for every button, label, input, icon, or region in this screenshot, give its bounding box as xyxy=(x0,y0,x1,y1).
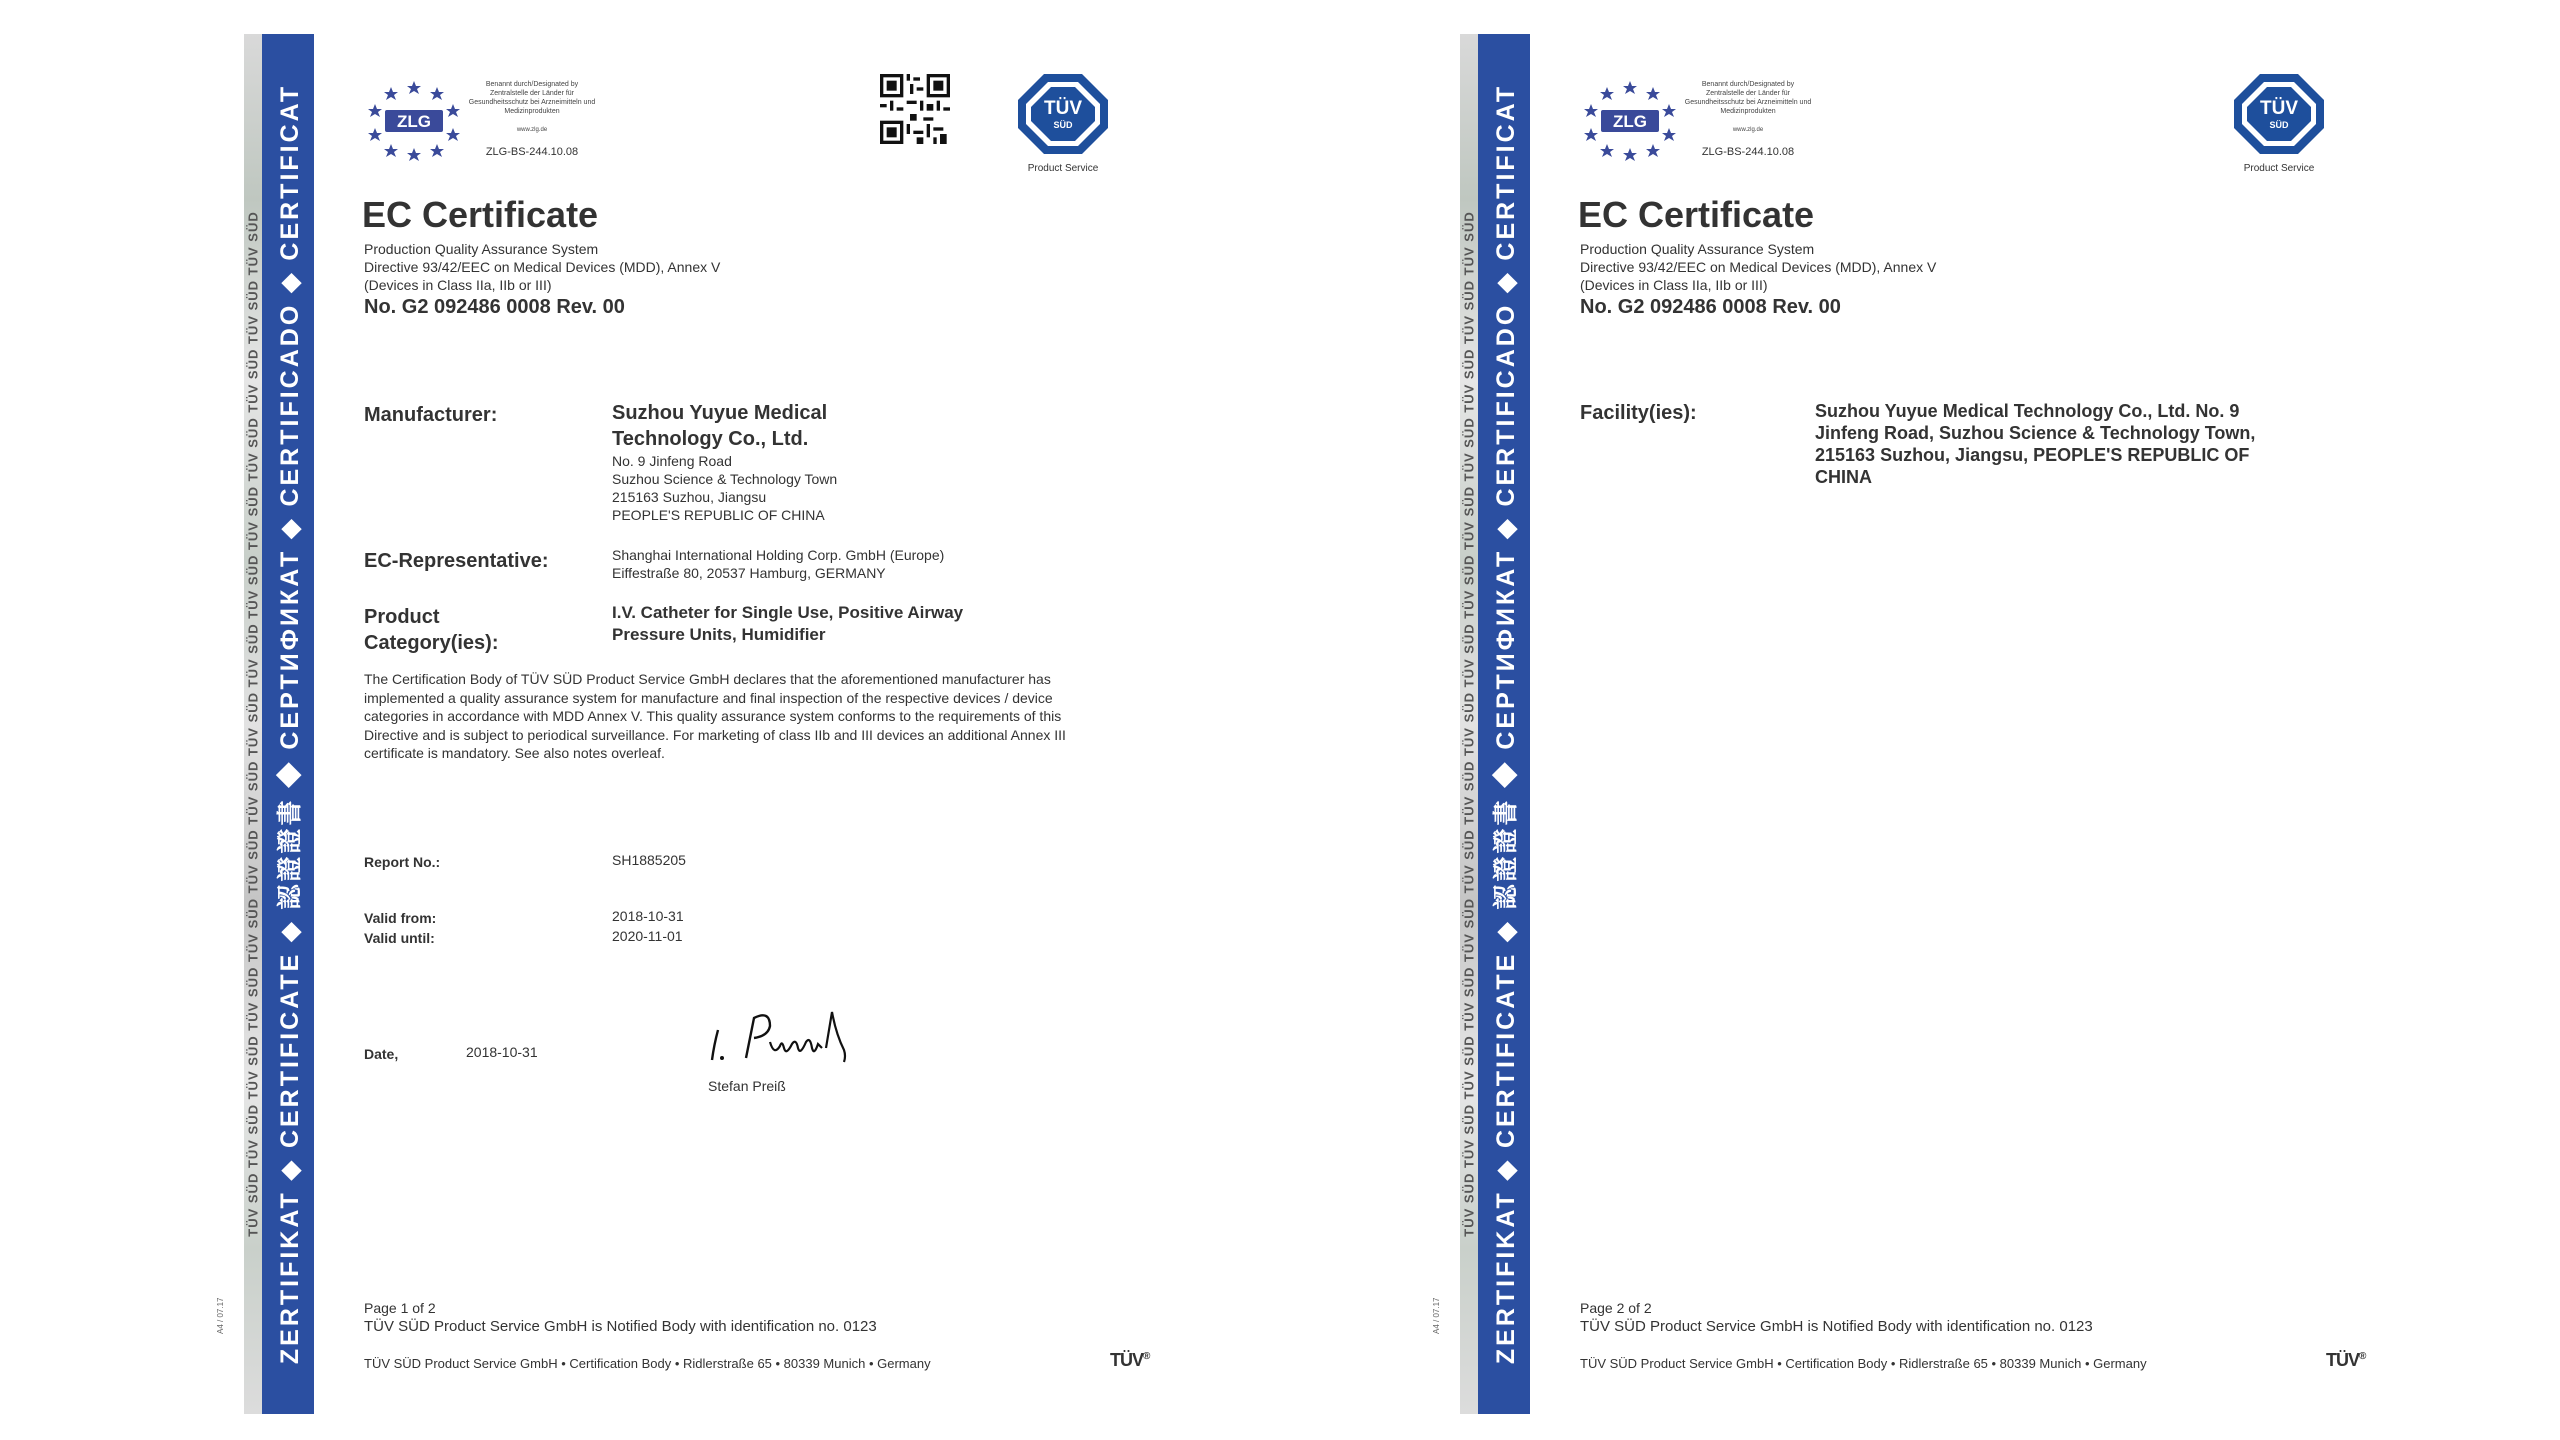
zlg-logo-block xyxy=(359,78,609,162)
certificate-band xyxy=(1478,34,1530,1414)
address-line-2: Suzhou Science & Technology Town xyxy=(612,471,838,487)
product-line-2: Pressure Units, Humidifier xyxy=(612,625,826,644)
zlg-code: ZLG-BS-244.10.08 xyxy=(485,146,579,158)
certificate-number: No. G2 092486 0008 Rev. 00 xyxy=(364,296,625,318)
tuv-logo-sub: SÜD xyxy=(2269,120,2289,130)
manufacturer-name-2: Technology Co., Ltd. xyxy=(612,428,809,450)
tuv-logo-text: TÜV xyxy=(1044,98,1082,119)
manufacturer-name-1: Suzhou Yuyue Medical xyxy=(612,402,828,424)
zlg-designation: Benannt durch/Designated by Zentralstelle der Länder für Gesundheitsschutz bei Arzneimitteln und Medizinprodukten xyxy=(1684,81,1812,115)
zlg-logo-icon xyxy=(1575,78,1685,162)
tuv-mark-text: TÜV xyxy=(1110,1350,1143,1370)
tuv-product-service: Product Service xyxy=(2243,163,2315,174)
tuv-logo-block xyxy=(1016,72,1110,172)
zlg-designation: Benannt durch/Designated by Zentralstelle der Länder für Gesundheitsschutz bei Arzneimitteln und Medizinprodukten xyxy=(468,81,596,115)
certificate-title: EC Certificate xyxy=(362,194,599,235)
certificate-title: EC Certificate xyxy=(1578,194,1815,235)
address-line-1: No. 9 Jinfeng Road xyxy=(612,453,732,469)
certificate-number: No. G2 092486 0008 Rev. 00 xyxy=(1580,296,1841,318)
report-number-label: Report No.: xyxy=(364,854,441,870)
band-text: ZERTIFIKAT ◆ CERTIFICATE ◆ 認證證書 ◆ СЕРТИФИКАТ ◆ CERTIFICADO ◆ CERTIFICAT xyxy=(276,83,304,1365)
zlg-logo-text: ZLG xyxy=(397,112,431,131)
zlg-url: www.zlg.de xyxy=(516,127,548,133)
certificate-subtitle xyxy=(1580,240,1936,294)
tuv-logo-block xyxy=(2232,72,2326,172)
valid-until-label: Valid until: xyxy=(364,930,435,946)
product-category-label xyxy=(364,604,498,656)
zlg-logo-icon xyxy=(359,78,469,162)
form-code: A4 / 07.17 xyxy=(216,1297,225,1334)
subtitle-line-1: Production Quality Assurance System xyxy=(364,241,599,257)
product-label-line-2: Category(ies): xyxy=(364,632,499,654)
hologram-text: TÜV SÜD TÜV SÜD TÜV SÜD TÜV SÜD TÜV SÜD TÜV SÜD TÜV SÜD TÜV SÜD TÜV SÜD TÜV SÜD TÜV SÜD TÜV SÜD TÜV SÜD TÜV SÜD TÜV SÜD xyxy=(1461,211,1477,1237)
product-label-line-1: Product xyxy=(364,606,440,628)
footer-address: TÜV SÜD Product Service GmbH • Certification Body • Ridlerstraße 65 • 80339 Munich • Germany xyxy=(364,1356,931,1371)
page-number: Page 2 of 2 xyxy=(1580,1300,1652,1316)
tuv-wordmark xyxy=(2326,1350,2365,1371)
signer-name: Stefan Preiß xyxy=(708,1078,786,1094)
tuv-mark-text: TÜV xyxy=(2326,1350,2359,1370)
facility-label: Facility(ies): xyxy=(1580,402,1697,424)
product-line-1: I.V. Catheter for Single Use, Positive Airway xyxy=(612,603,964,622)
signature-icon xyxy=(708,1000,868,1070)
facility-text: Suzhou Yuyue Medical Technology Co., Ltd. No. 9 Jinfeng Road, Suzhou Science & Technology Town, 215163 Suzhou, Jiangsu, PEOPLE'S REPUBLIC OF CHINA xyxy=(1815,401,2256,487)
certificate-subtitle xyxy=(364,240,720,294)
tuv-logo-text: TÜV xyxy=(2260,98,2298,119)
rep-line-1: Shanghai International Holding Corp. GmbH (Europe) xyxy=(612,547,945,563)
certificate-band xyxy=(262,34,314,1414)
ec-representative-label: EC-Representative: xyxy=(364,550,549,572)
manufacturer-address xyxy=(612,452,837,524)
tuv-logo-sub: SÜD xyxy=(1053,120,1073,130)
rep-line-2: Eiffestraße 80, 20537 Hamburg, GERMANY xyxy=(612,565,886,581)
address-line-3: 215163 Suzhou, Jiangsu xyxy=(612,489,767,505)
subtitle-line-2: Directive 93/42/EEC on Medical Devices (MDD), Annex V xyxy=(1580,259,1937,275)
valid-from: 2018-10-31 xyxy=(612,908,684,924)
report-number: SH1885205 xyxy=(612,852,686,868)
zlg-code: ZLG-BS-244.10.08 xyxy=(1701,146,1795,158)
hologram-strip xyxy=(1460,34,1478,1414)
address-line-4: PEOPLE'S REPUBLIC OF CHINA xyxy=(612,507,825,523)
subtitle-line-3: (Devices in Class IIa, IIb or III) xyxy=(1580,277,1768,293)
tuv-product-service: Product Service xyxy=(1027,163,1099,174)
declaration-paragraph: The Certification Body of TÜV SÜD Product Service GmbH declares that the aforementioned manufacturer has implemented a quality assurance system for manufacture and final inspection of the respective devices / device categories in accordance with MDD Annex V. This quality assurance system conforms to the requirements of this Directive and is subject to periodical surveillance. For marketing of class IIb and III devices an additional Annex III certificate is mandatory. See also notes overleaf. xyxy=(364,671,1066,761)
certificate-page-1 xyxy=(214,34,1234,1414)
valid-from-label: Valid from: xyxy=(364,910,437,926)
date-label: Date, xyxy=(364,1046,399,1062)
subtitle-line-2: Directive 93/42/EEC on Medical Devices (MDD), Annex V xyxy=(364,259,721,275)
notified-body-statement: TÜV SÜD Product Service GmbH is Notified Body with identification no. 0123 xyxy=(364,1318,877,1335)
hologram-strip xyxy=(244,34,262,1414)
date-value: 2018-10-31 xyxy=(466,1044,538,1060)
zlg-logo-text: ZLG xyxy=(1613,112,1647,131)
footer-address: TÜV SÜD Product Service GmbH • Certification Body • Ridlerstraße 65 • 80339 Munich • Germany xyxy=(1580,1356,2147,1371)
tuv-wordmark xyxy=(1110,1350,1149,1371)
subtitle-line-3: (Devices in Class IIa, IIb or III) xyxy=(364,277,552,293)
page-number: Page 1 of 2 xyxy=(364,1300,436,1316)
band-text: ZERTIFIKAT ◆ CERTIFICATE ◆ 認證證書 ◆ СЕРТИФИКАТ ◆ CERTIFICADO ◆ CERTIFICAT xyxy=(1492,83,1520,1365)
qr-code-icon xyxy=(880,74,950,144)
tuv-octagon-icon xyxy=(2232,72,2326,156)
valid-until: 2020-11-01 xyxy=(612,928,683,944)
certificate-page-2 xyxy=(1430,34,2450,1414)
manufacturer-label: Manufacturer: xyxy=(364,404,498,426)
ec-representative xyxy=(612,546,944,582)
registered-mark: ® xyxy=(1143,1351,1150,1362)
notified-body-statement: TÜV SÜD Product Service GmbH is Notified Body with identification no. 0123 xyxy=(1580,1318,2093,1335)
hologram-text: TÜV SÜD TÜV SÜD TÜV SÜD TÜV SÜD TÜV SÜD TÜV SÜD TÜV SÜD TÜV SÜD TÜV SÜD TÜV SÜD TÜV SÜD TÜV SÜD TÜV SÜD TÜV SÜD TÜV SÜD xyxy=(245,211,261,1237)
tuv-octagon-icon xyxy=(1016,72,1110,156)
zlg-url: www.zlg.de xyxy=(1732,127,1764,133)
registered-mark: ® xyxy=(2359,1351,2366,1362)
subtitle-line-1: Production Quality Assurance System xyxy=(1580,241,1815,257)
zlg-logo-block xyxy=(1575,78,1825,162)
product-categories xyxy=(612,602,963,646)
form-code: A4 / 07.17 xyxy=(1432,1297,1441,1334)
